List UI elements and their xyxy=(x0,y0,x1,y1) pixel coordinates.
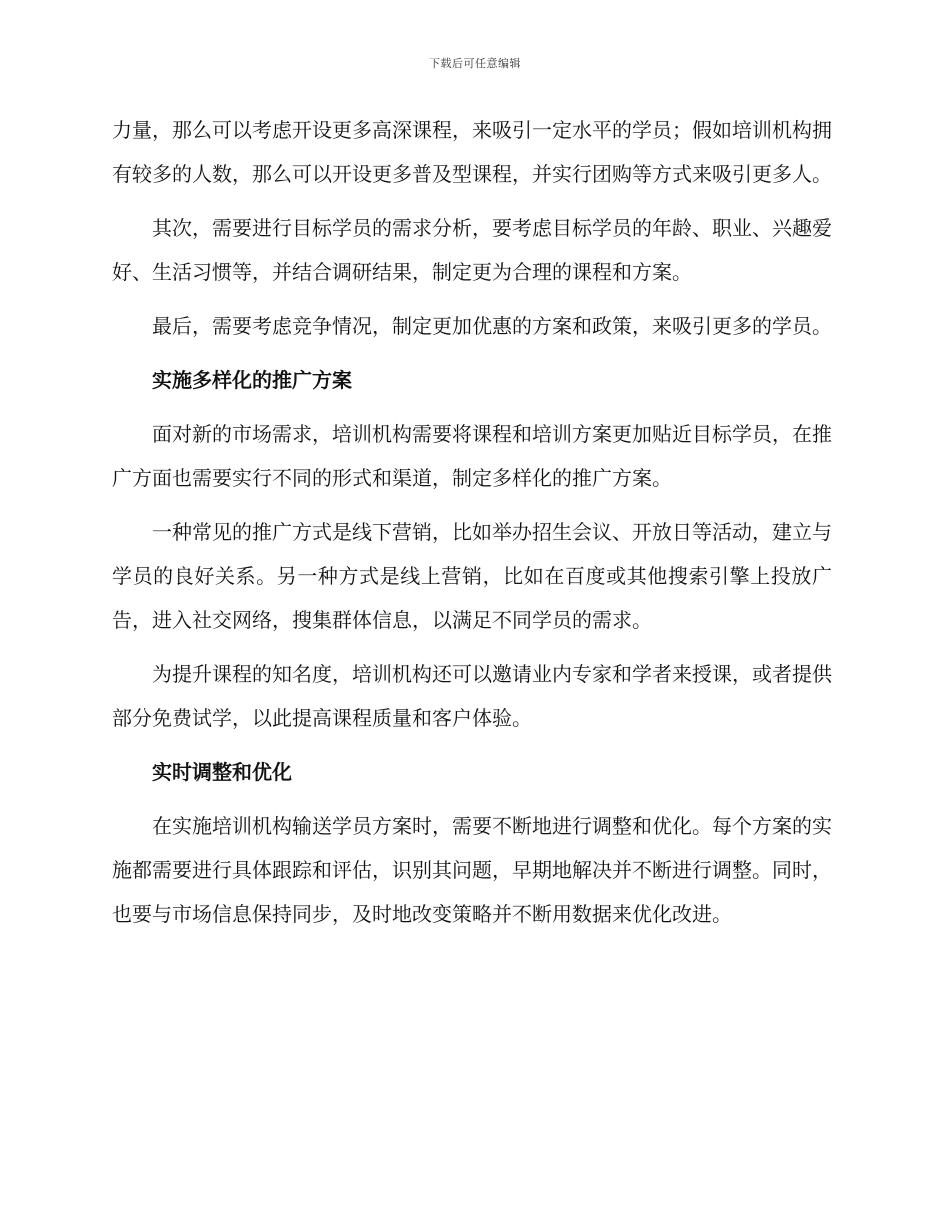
section-heading-diverse-promotion: 实施多样化的推广方案 xyxy=(152,368,352,392)
page-header: 下载后可任意编辑 xyxy=(429,57,521,70)
paragraph-7: 在实施培训机构输送学员方案时，需要不断地进行调整和优化。每个方案的实施都需要进行具体跟踪和评估，识别其问题，早期地解决并不断进行调整。同时，也要与市场信息保持同步，及时地改变策略并不断用数据来优化改进。 xyxy=(112,814,832,926)
paragraph-1: 力量，那么可以考虑开设更多高深课程，来吸引一定水平的学员；假如培训机构拥有较多的人数，那么可以开设更多普及型课程，并实行团购等方式来吸引更多人。 xyxy=(112,118,832,186)
paragraph-6: 为提升课程的知名度，培训机构还可以邀请业内专家和学者来授课，或者提供部分免费试学，以此提高课程质量和客户体验。 xyxy=(112,662,832,730)
paragraph-4: 面对新的市场需求，培训机构需要将课程和培训方案更加贴近目标学员，在推广方面也需要实行不同的形式和渠道，制定多样化的推广方案。 xyxy=(112,422,832,490)
paragraph-5: 一种常见的推广方式是线下营销，比如举办招生会议、开放日等活动，建立与学员的良好关系。另一种方式是线上营销，比如在百度或其他搜索引擎上投放广告，进入社交网络，搜集群体信息，以满足不同学员的需求。 xyxy=(112,520,832,632)
document-body xyxy=(112,108,832,946)
paragraph-2: 其次，需要进行目标学员的需求分析，要考虑目标学员的年龄、职业、兴趣爱好、生活习惯等，并结合调研结果，制定更为合理的课程和方案。 xyxy=(112,216,832,284)
paragraph-3: 最后，需要考虑竞争情况，制定更加优惠的方案和政策，来吸引更多的学员。 xyxy=(152,314,832,338)
section-heading-adjust-optimize: 实时调整和优化 xyxy=(152,760,292,784)
